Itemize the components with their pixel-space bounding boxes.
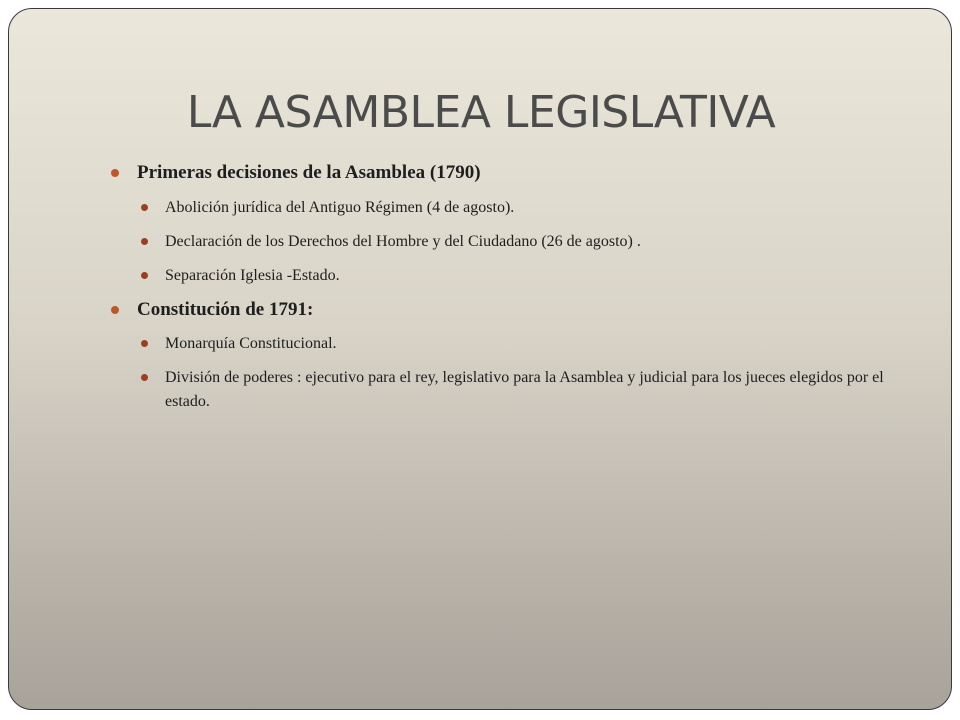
slide-content — [109, 161, 919, 424]
bullet-dot-icon — [111, 306, 119, 314]
bullet-dot-icon — [141, 272, 148, 279]
list-item — [139, 332, 919, 356]
bullet-dot-icon — [111, 169, 119, 177]
list-item — [139, 264, 919, 288]
section-bullet-primeras-decisiones — [109, 161, 919, 288]
slide — [8, 8, 952, 710]
sub-bullet-list — [137, 332, 919, 414]
section-heading: Constitución de 1791: — [137, 298, 314, 320]
list-item-text: División de poderes : ejecutivo para el rey, legislativo para la Asamblea y judicial para los jueces elegidos por el estado. — [165, 369, 884, 411]
list-item-text: Monarquía Constitucional. — [165, 335, 337, 353]
section-heading: Primeras decisiones de la Asamblea (1790) — [137, 162, 481, 183]
list-item — [139, 196, 919, 220]
bullet-list — [109, 161, 919, 414]
bullet-dot-icon — [141, 204, 148, 211]
list-item-text: Abolición jurídica del Antiguo Régimen (4 de agosto). — [165, 198, 515, 216]
sub-bullet-list — [137, 196, 919, 288]
bullet-dot-icon — [141, 238, 148, 245]
bullet-dot-icon — [141, 340, 148, 347]
slide-title: LA ASAMBLEA LEGISLATIVA — [186, 87, 776, 138]
section-bullet-constitucion — [109, 298, 919, 415]
list-item-text: Declaración de los Derechos del Hombre y del Ciudadano (26 de agosto) . — [165, 232, 641, 250]
list-item — [139, 366, 919, 414]
list-item-text: Separación Iglesia -Estado. — [165, 266, 340, 284]
list-item — [139, 230, 919, 254]
bullet-dot-icon — [141, 374, 148, 381]
